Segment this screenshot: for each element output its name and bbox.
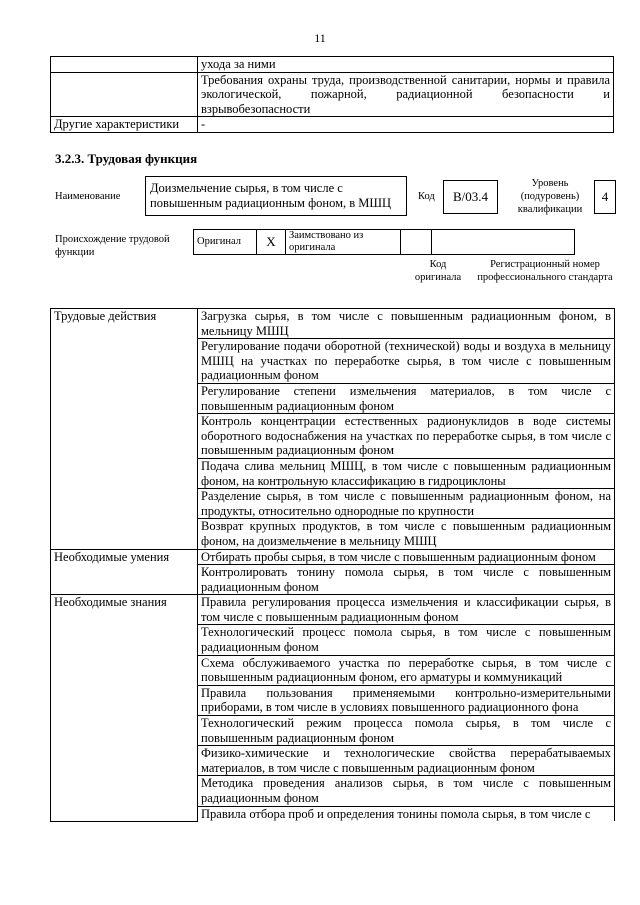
page-number: 11 [314,31,326,45]
table-row [51,72,614,117]
list-item: Контролировать тонину помола сырья, в том числе с повышенным радиационным фоном [198,565,615,595]
list-item: Правила отбора проб и определения тонины помола сырья, в том числе с [198,806,615,821]
original-mark: X [257,230,286,255]
function-details-table [50,308,615,822]
borrowed-label: Заимствовано из оригинала [286,230,401,255]
table-row [194,230,575,255]
code-original-cell [401,230,432,255]
list-item: Контроль концентрации естественных радионуклидов в воде системы оборотного водоснабжения на участках по переработке сырья, в том числе с повышенным радиационным фоном [198,414,615,459]
list-item: Физико-химические и технологические свойства перерабатываемых материалов, в том числе с повышенным радиационным фоном [198,746,615,776]
origin-label: Происхождение трудовой функции [55,234,170,258]
list-item: Методика проведения анализов сырья, в том числе с повышенным радиационным фоном [198,776,615,806]
list-item: Загрузка сырья, в том числе с повышенным радиационным фоном, в мельницу МШЦ [198,309,615,339]
row-label [51,72,198,117]
level-label: Уровень (подуровень) квалификации [517,178,583,215]
table-row [51,57,614,73]
list-item: Подача слива мельниц МШЦ, в том числе с повышенным радиационным фоном, на контрольную классификацию в гидроциклоны [198,458,615,488]
list-item: Технологический режим процесса помола сырья, в том числе с повышенным радиационным фоном [198,716,615,746]
list-item: Технологический процесс помола сырья, в том числе с повышенным радиационным фоном [198,625,615,655]
table-row [51,549,615,565]
section-title: 3.2.3. Трудовая функция [55,151,198,166]
list-item: Регулирование степени измельчения материалов, в том числе с повышенным радиационным фоном [198,383,615,413]
list-item: Схема обслуживаемого участка по переработке сырья, в том числе с повышенным радиационным фоном, его арматуры и коммуникаций [198,655,615,685]
function-name-box: Доизмельчение сырья, в том числе с повышенным радиационным фоном, в МШЦ [145,176,407,216]
characteristics-table [50,56,614,133]
code-value-box: В/03.4 [443,180,498,214]
list-item: Отбирать пробы сырья, в том числе с повышенным радиационным фоном [198,549,615,565]
row-text: - [198,117,614,133]
list-item: Правила регулирования процесса измельчения и классификации сырья, в том числе с повышенным радиационным фоном [198,595,615,625]
table-row [51,595,615,625]
reg-number-label: Регистрационный номер профессионального стандарта [477,259,613,283]
list-item: Разделение сырья, в том числе с повышенным радиационным фоном, на продукты, относительно однородные по крупности [198,489,615,519]
group-title: Трудовые действия [51,309,198,550]
name-label: Наименование [55,191,121,202]
row-text: Требования охраны труда, производственной санитарии, нормы и правила экологической, пожарной, радиационной безопасности и взрывобезопасности [198,72,614,117]
origin-table [193,229,575,255]
row-label: Другие характеристики [51,117,198,133]
original-label: Оригинал [194,230,257,255]
row-label [51,57,198,73]
level-value-box: 4 [594,180,616,214]
table-row [51,309,615,339]
group-title: Необходимые знания [51,595,198,821]
list-item: Правила пользования применяемыми контрольно-измерительными приборами, в том числе в условиях повышенного радиационного фона [198,685,615,715]
list-item: Регулирование подачи оборотной (технической) воды и воздуха в мельницу МШЦ на участках по переработке сырья, в том числе с повышенным радиационным фоном [198,339,615,384]
list-item: Возврат крупных продуктов, в том числе с повышенным радиационным фоном, на доизмельчение в мельницу МШЦ [198,519,615,549]
group-title: Необходимые умения [51,549,198,595]
code-label: Код [418,191,435,202]
row-text: ухода за ними [198,57,614,73]
code-original-label: Код оригинала [414,259,462,283]
table-row [51,117,614,133]
reg-number-cell [432,230,575,255]
